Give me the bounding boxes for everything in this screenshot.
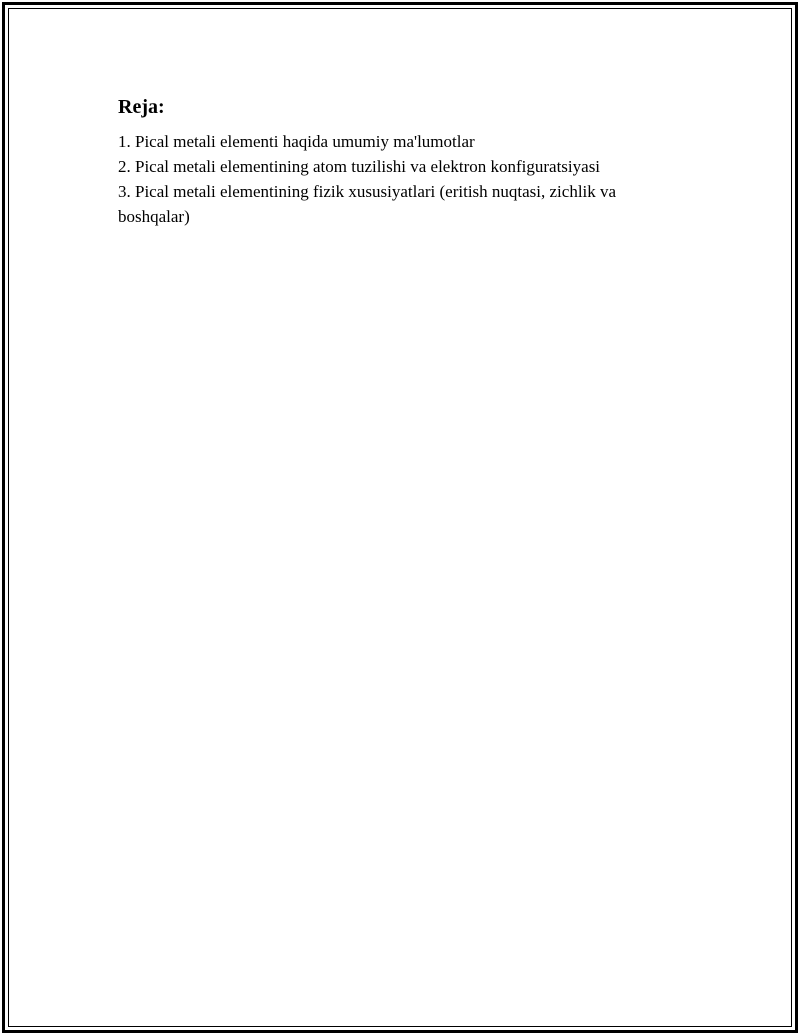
page-content <box>118 93 688 229</box>
plan-heading: Reja: <box>118 96 165 118</box>
plan-item-2: 2. Pical metali elementining atom tuzilishi va elektron konfiguratsiyasi <box>118 157 601 176</box>
plan-item-3: 3. Pical metali elementining fizik xususiyatlari (eritish nuqtasi, zichlik va boshqalar) <box>118 182 617 226</box>
plan-item-1: 1. Pical metali elementi haqida umumiy ma'lumotlar <box>118 132 475 151</box>
plan-list <box>118 129 688 229</box>
